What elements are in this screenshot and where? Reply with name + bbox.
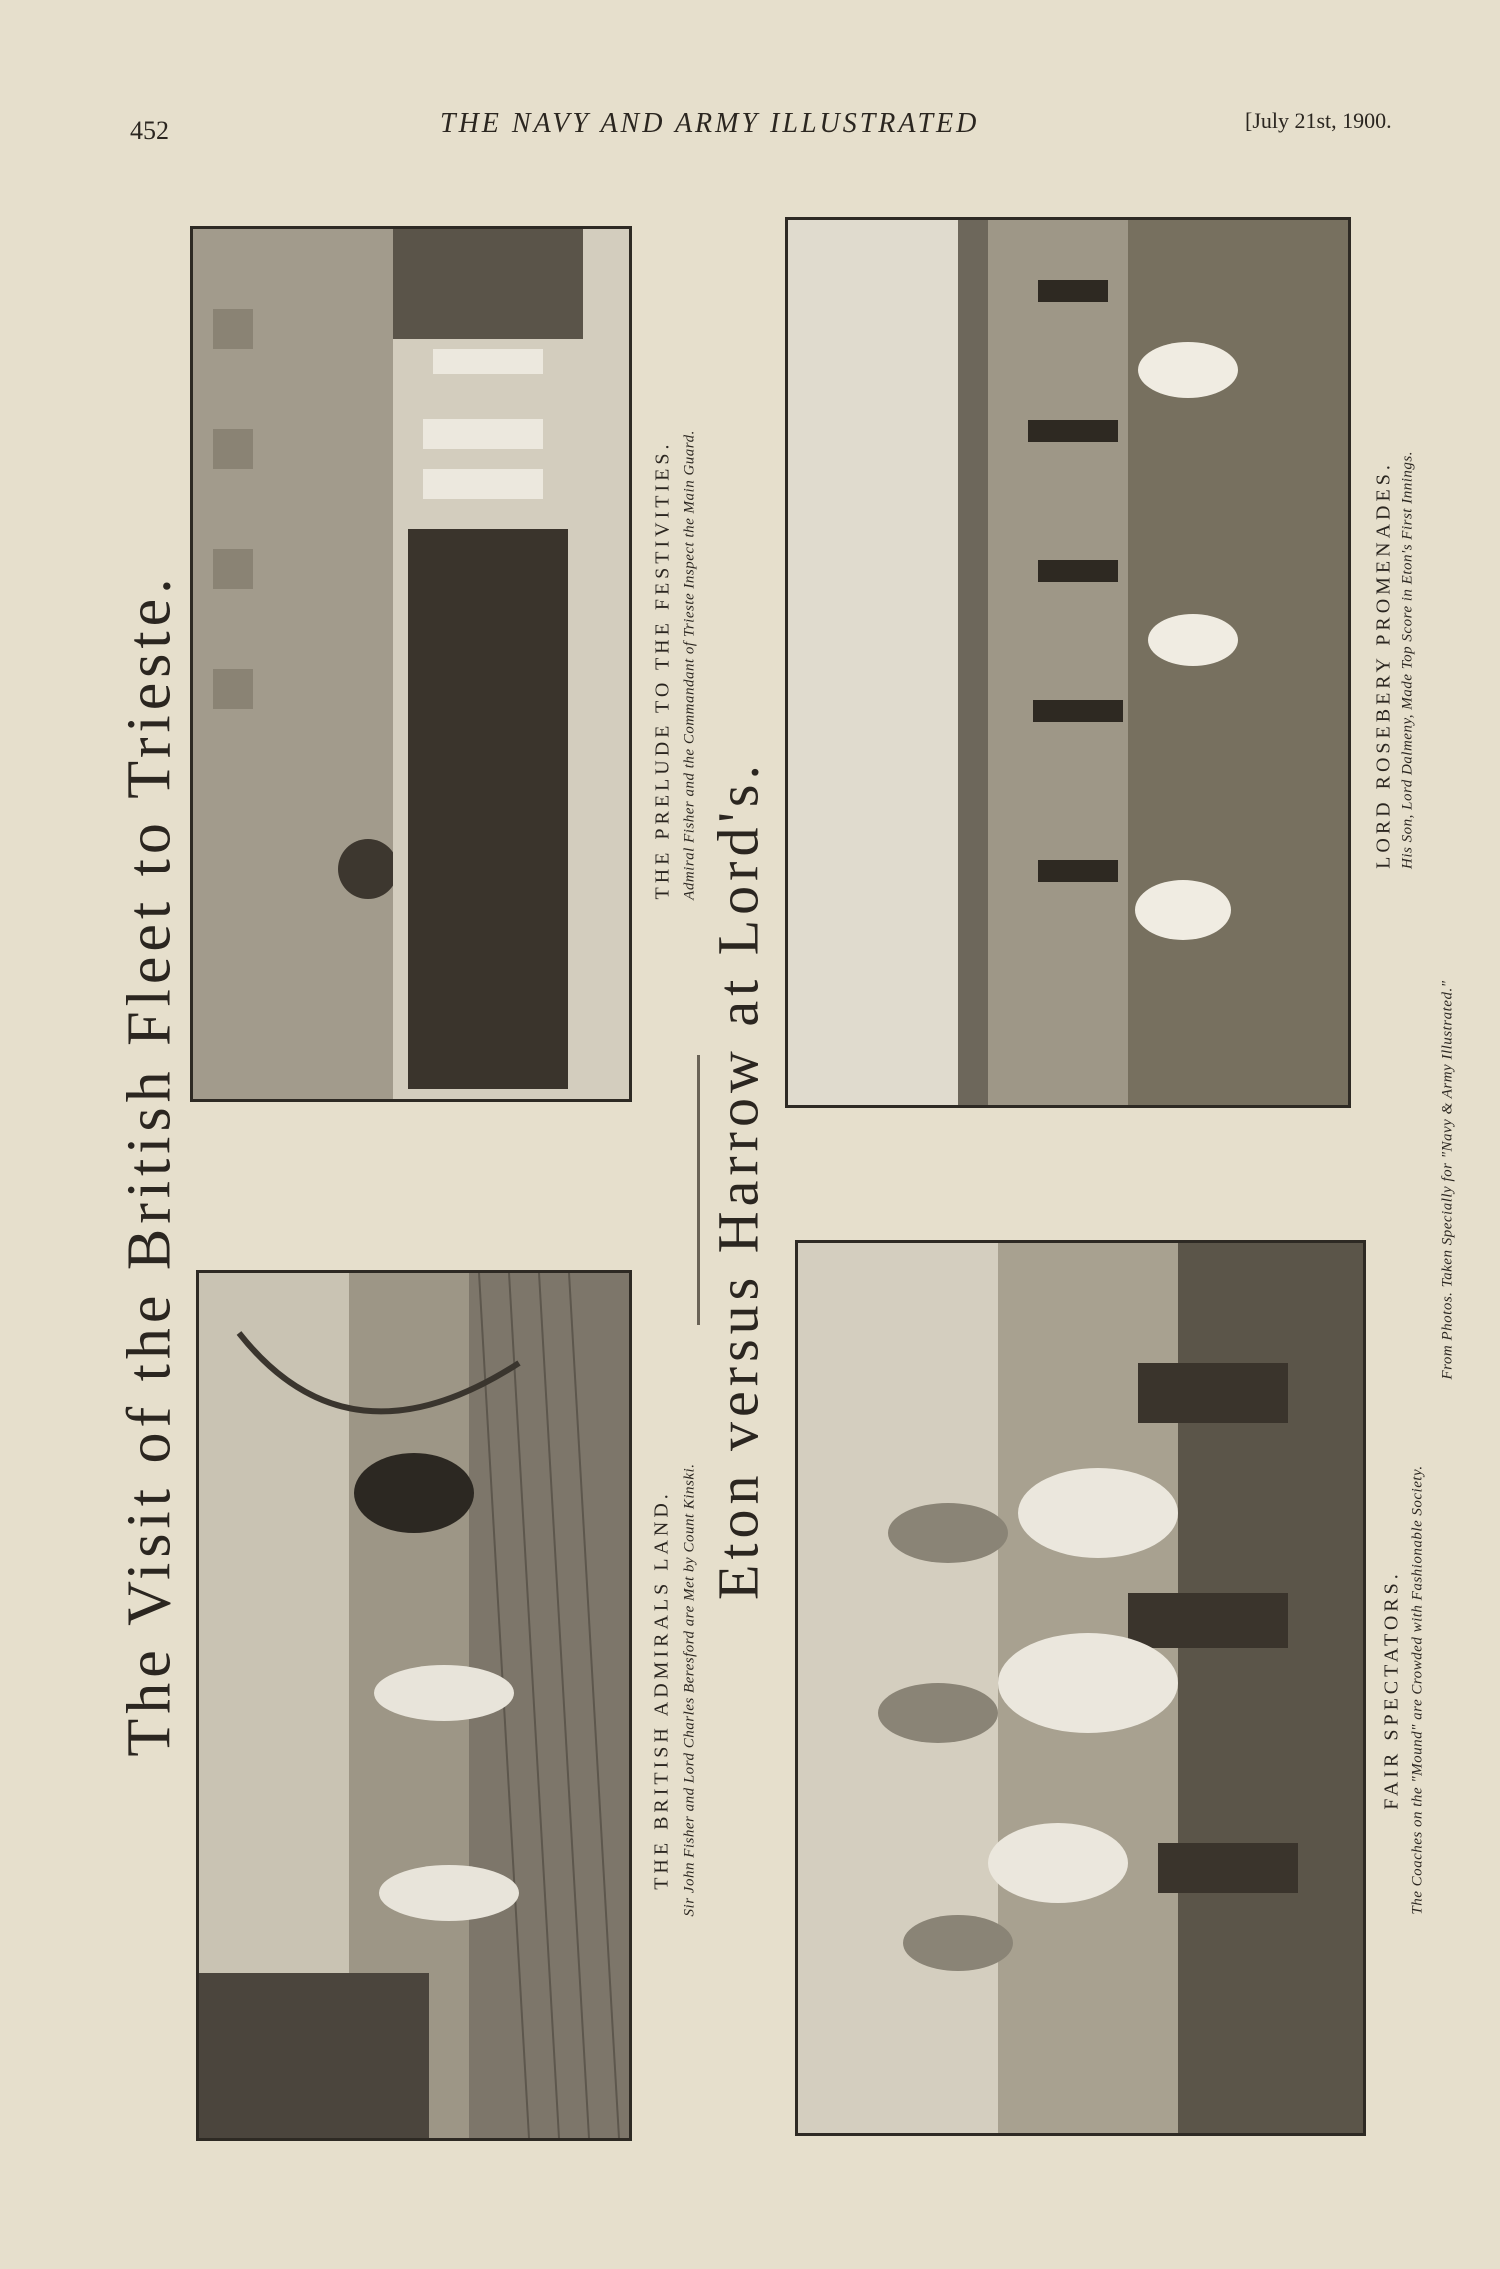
photo-admirals-land <box>196 1270 632 2141</box>
photo-fair-spectators <box>795 1240 1366 2136</box>
caption-admirals-sub: Sir John Fisher and Lord Charles Beresford are Met by Count Kinski. <box>681 1463 698 1917</box>
photo-credit: From Photos. Taken Specially for "Navy & Army Illustrated." <box>1439 980 1456 1380</box>
issue-date: [July 21st, 1900. <box>1245 108 1392 133</box>
caption-rosebery-sub: His Son, Lord Dalmeny, Made Top Score in Eton's First Innings. <box>1399 451 1416 869</box>
photo-prelude-festivities <box>190 226 632 1102</box>
heading-trieste: The Visit of the British Fleet to Trieste. <box>115 573 184 1757</box>
caption-prelude-sub: Admiral Fisher and the Commandant of Trieste Inspect the Main Guard. <box>681 430 698 900</box>
photo-rosebery-promenades <box>785 217 1351 1108</box>
page-number: 452 <box>130 116 169 145</box>
caption-spectators-title: FAIR SPECTATORS. <box>1380 1570 1403 1810</box>
publication-title: THE NAVY AND ARMY ILLUSTRATED <box>440 108 980 139</box>
divider-rule <box>697 1055 700 1325</box>
caption-admirals-title: THE BRITISH ADMIRALS LAND. <box>650 1490 673 1890</box>
heading-lords: Eton versus Harrow at Lord's. <box>705 759 771 1601</box>
caption-spectators-sub: The Coaches on the "Mound" are Crowded with Fashionable Society. <box>1409 1465 1426 1915</box>
caption-prelude-title: THE PRELUDE TO THE FESTIVITIES. <box>651 440 674 900</box>
caption-rosebery-title: LORD ROSEBERY PROMENADES. <box>1372 461 1395 869</box>
